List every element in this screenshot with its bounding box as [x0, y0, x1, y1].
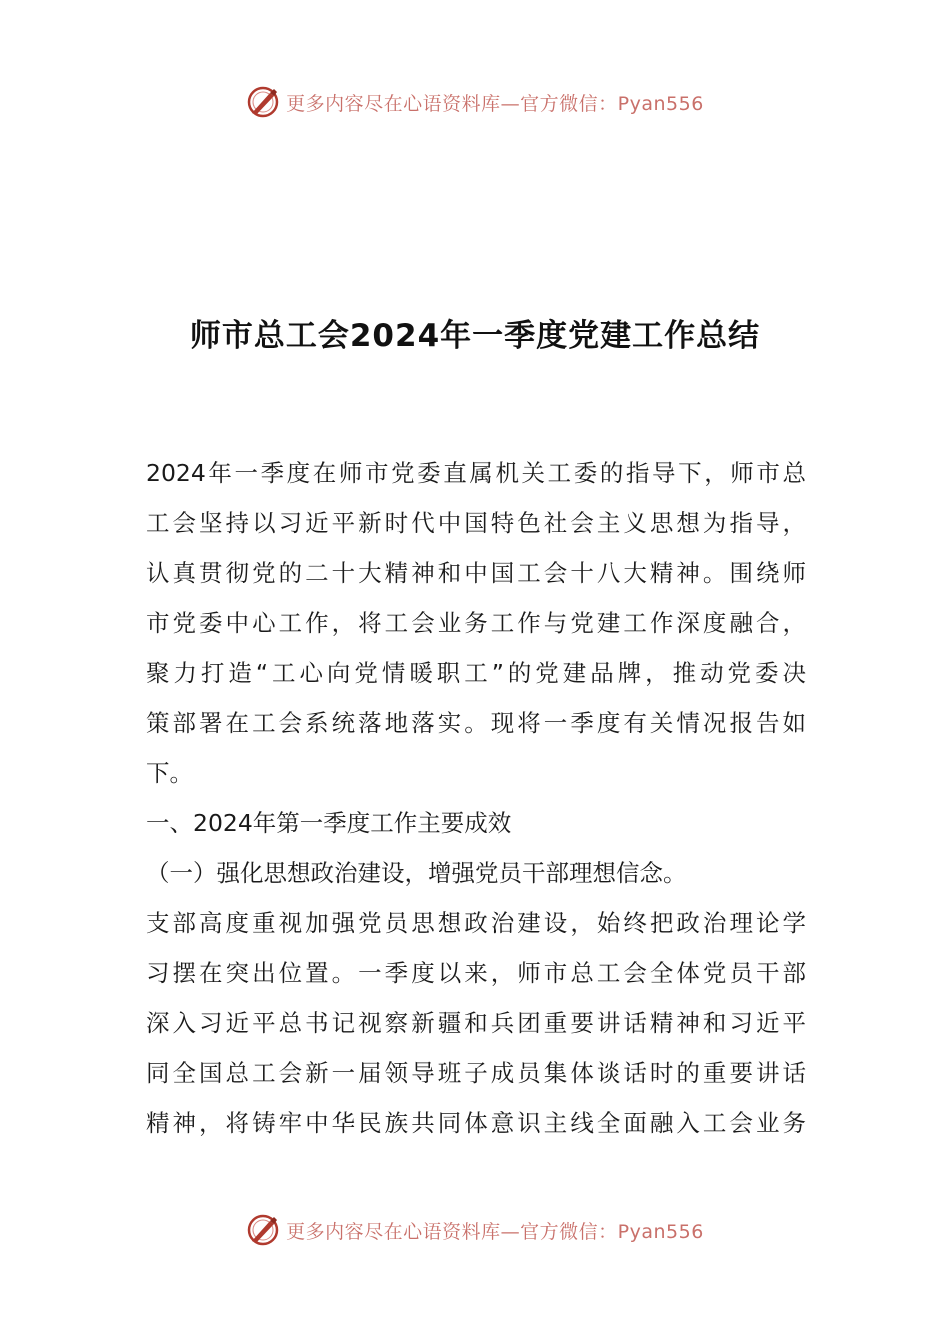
body-line: 策部署在工会系统落地落实。现将一季度有关情况报告如 [146, 709, 806, 737]
body-line: 工会坚持以习近平新时代中国特色社会主义思想为指导， [146, 509, 806, 537]
subsection-heading: （一）强化思想政治建设，增强党员干部理想信念。 [146, 859, 687, 887]
watermark-wechat-id: Pyan556 [617, 92, 704, 115]
watermark-text: 更多内容尽在心语资料库—官方微信： [286, 92, 618, 115]
body-line: 市党委中心工作，将工会业务工作与党建工作深度融合， [146, 609, 806, 637]
document-title: 师市总工会2024年一季度党建工作总结 [189, 318, 761, 354]
footer-watermark [0, 1210, 950, 1250]
section-heading: 一、2024年第一季度工作主要成效 [146, 809, 512, 837]
body-line: 聚力打造“工心向党情暖职工”的党建品牌，推动党委决 [146, 659, 806, 687]
body-line: 认真贯彻党的二十大精神和中国工会十八大精神。围绕师 [146, 559, 806, 587]
body-line: 深入习近平总书记视察新疆和兵团重要讲话精神和习近平 [146, 1009, 806, 1037]
pen-logo-icon [246, 85, 280, 119]
body-line: 下。 [146, 759, 193, 787]
body-line: 2024年一季度在师市党委直属机关工委的指导下，师市总 [146, 459, 806, 487]
body-line: 精神，将铸牢中华民族共同体意识主线全面融入工会业务 [146, 1109, 806, 1137]
document-body [146, 448, 806, 1148]
body-line: 习摆在突出位置。一季度以来，师市总工会全体党员干部 [146, 959, 806, 987]
body-line: 支部高度重视加强党员思想政治建设，始终把政治理论学 [146, 909, 806, 937]
body-line: 同全国总工会新一届领导班子成员集体谈话时的重要讲话 [146, 1059, 806, 1087]
watermark-wechat-id: Pyan556 [617, 1220, 704, 1243]
header-watermark [0, 82, 950, 122]
watermark-text: 更多内容尽在心语资料库—官方微信： [286, 1220, 618, 1243]
pen-logo-icon [246, 1213, 280, 1247]
